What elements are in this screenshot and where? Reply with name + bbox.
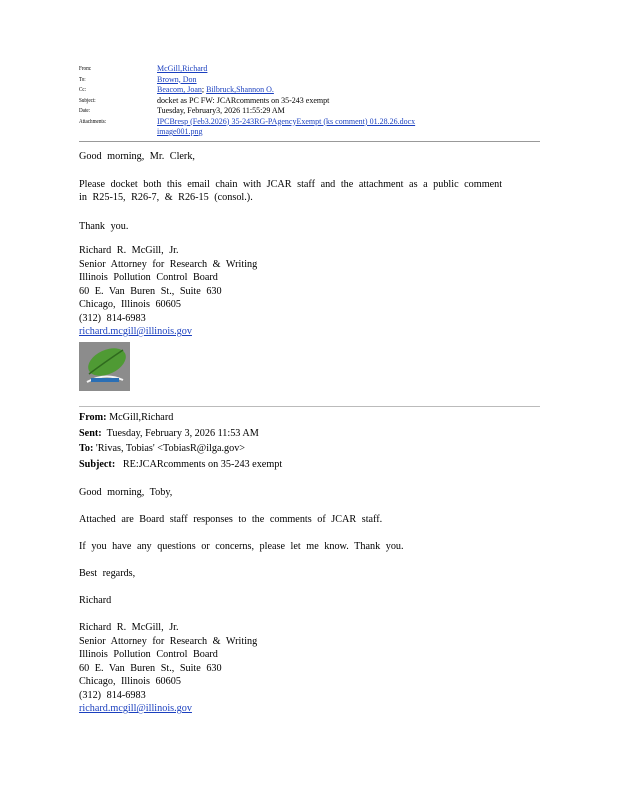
- signature-block: [79, 244, 257, 339]
- fwd-signature-block: [79, 621, 257, 716]
- from-label: From:: [79, 66, 92, 72]
- fwd-signoff: Richard: [79, 595, 112, 606]
- fwd-signature-address-2: Chicago, Illinois 60605: [79, 676, 181, 687]
- to-label: To:: [79, 76, 86, 83]
- board-logo-image: [79, 342, 130, 391]
- fwd-signature-name: Richard R. McGill, Jr.: [79, 622, 179, 633]
- fwd-body-line-2: If you have any questions or concerns, please let me know. Thank you.: [79, 541, 404, 552]
- fwd-subject-value: RE:JCARcomments on 35-243 exempt: [122, 458, 283, 470]
- signature-address-2: Chicago, Illinois 60605: [79, 299, 181, 310]
- forwarded-header: [79, 410, 282, 472]
- message-divider: [79, 406, 540, 407]
- fwd-greeting: Good morning, Toby,: [79, 487, 173, 498]
- fwd-body-line-1: Attached are Board staff responses to the comments of JCAR staff.: [79, 514, 383, 525]
- signature-address-1: 60 E. Van Buren St., Suite 630: [79, 285, 222, 297]
- attachment-link-png[interactable]: image001.png: [157, 127, 203, 136]
- greeting: Good morning, Mr. Clerk,: [79, 151, 195, 162]
- email-header: [79, 64, 549, 138]
- date-value: Tuesday, February3, 2026 11:55:29 AM: [157, 106, 285, 115]
- signature-email-link[interactable]: richard.mcgill@illinois.gov: [79, 326, 192, 337]
- cc-link-1[interactable]: Beacom, Joan: [157, 85, 202, 94]
- fwd-sent-value: Tuesday, February 3, 2026 11:53 AM: [106, 427, 259, 439]
- subject-value: docket as PC FW: JCARcomments on 35-243 exempt: [157, 95, 330, 105]
- fwd-sent-label: Sent:: [79, 427, 102, 439]
- fwd-signature-phone: (312) 814-6983: [79, 689, 146, 701]
- date-label: Date:: [79, 108, 91, 114]
- body-line-2: in R25-15, R26-7, & R26-15 (consol.).: [79, 192, 253, 203]
- signature-phone: (312) 814-6983: [79, 312, 146, 324]
- from-link[interactable]: McGill,Richard: [157, 64, 208, 73]
- cc-link-2[interactable]: Bilbruck,Shannon O.: [206, 85, 274, 94]
- to-link[interactable]: Brown, Don: [157, 74, 197, 84]
- cc-label: Cc:: [79, 87, 87, 93]
- subject-label: Subject:: [79, 97, 96, 104]
- fwd-to-label: To:: [79, 443, 94, 454]
- cc-separator: ;: [201, 85, 205, 94]
- signature-name: Richard R. McGill, Jr.: [79, 245, 179, 256]
- signature-org: Illinois Pollution Control Board: [79, 272, 218, 283]
- fwd-from-value: McGill,Richard: [109, 412, 174, 423]
- attachments-label: Attachments:: [79, 118, 107, 125]
- fwd-signature-address-1: 60 E. Van Buren St., Suite 630: [79, 662, 222, 674]
- attachment-link-docx[interactable]: IPCBresp (Feb3.2026) 35-243RG-PAgencyExempt (ks comment) 01.28.26.docx: [157, 116, 416, 126]
- body-line-1: Please docket both this email chain with JCAR staff and the attachment as a public comment: [79, 179, 503, 190]
- fwd-subject-label: Subject:: [79, 458, 116, 470]
- fwd-to-value: 'Rivas, Tobias' <TobiasR@ilga.gov>: [95, 443, 246, 454]
- thanks: Thank you.: [79, 221, 129, 232]
- fwd-signature-org: Illinois Pollution Control Board: [79, 649, 218, 660]
- fwd-closing: Best regards,: [79, 568, 136, 579]
- fwd-signature-email-link[interactable]: richard.mcgill@illinois.gov: [79, 703, 192, 714]
- header-divider: [79, 141, 540, 142]
- fwd-from-label: From:: [79, 412, 107, 423]
- fwd-signature-title: Senior Attorney for Research & Writing: [79, 635, 258, 647]
- signature-title: Senior Attorney for Research & Writing: [79, 258, 258, 270]
